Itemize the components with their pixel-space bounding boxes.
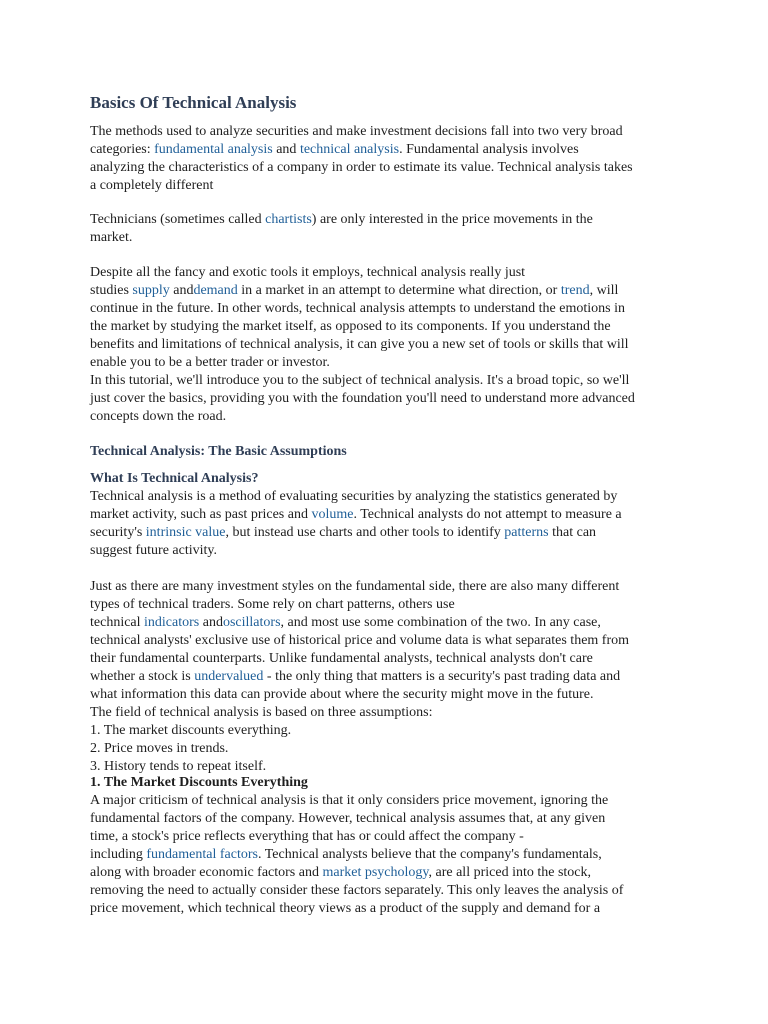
section-heading-what-is (90, 470, 690, 488)
paragraph-line (90, 506, 690, 524)
paragraph-line (90, 846, 690, 864)
paragraph-line: a completely different (90, 178, 214, 193)
paragraph-line: The field of technical analysis is based on three assumptions: (90, 705, 433, 720)
text-run: technical (90, 615, 145, 630)
link-supply[interactable]: supply (132, 283, 170, 298)
paragraph-line: time, a stock's price reflects everything that has or could affect the company - (90, 829, 524, 844)
paragraph-line: what information this data can provide about where the security might move in the future. (90, 687, 594, 702)
paragraph-line: their fundamental counterparts. Unlike fundamental analysts, technical analysts don't care (90, 651, 593, 666)
paragraph-line: continue in the future. In other words, technical analysis attempts to understand the emotions in (90, 301, 625, 316)
paragraph-line (90, 211, 690, 229)
text-run: , and most use some combination of the two. In any case, (280, 615, 601, 630)
paragraph-line: fundamental factors of the company. However, technical analysis assumes that, at any given (90, 811, 606, 826)
paragraph-line: price movement, which technical theory views as a product of the supply and demand for a (90, 901, 601, 916)
text-run: including (90, 847, 147, 862)
paragraph-line: the market by studying the market itself, as opposed to its components. If you understand the (90, 319, 611, 334)
link-undervalued[interactable]: undervalued (194, 669, 264, 684)
text-run: market activity, such as past prices and (90, 507, 312, 522)
link-patterns[interactable]: patterns (504, 525, 549, 540)
paragraph-criticism (90, 792, 690, 918)
paragraph-line (90, 524, 690, 542)
list-item: 2. Price moves in trends. (90, 741, 229, 756)
paragraph-line (90, 668, 690, 686)
link-demand[interactable]: demand (193, 283, 238, 298)
document-title: Basics Of Technical Analysis (90, 93, 297, 112)
paragraph-line: In this tutorial, we'll introduce you to the subject of technical analysis. It's a broad topic, so we'll (90, 373, 630, 388)
text-run: ) are only interested in the price movements in the (311, 212, 593, 227)
paragraph-line: removing the need to actually consider these factors separately. This only leaves the analysis of (90, 883, 624, 898)
text-run: in a market in an attempt to determine what direction, or (237, 283, 561, 298)
paragraph-line: benefits and limitations of technical analysis, it can give you a new set of tools or skills that will (90, 337, 629, 352)
text-run: along with broader economic factors and (90, 865, 323, 880)
link-market-psychology[interactable]: market psychology (322, 865, 429, 880)
list-item: 3. History tends to repeat itself. (90, 759, 267, 774)
text-run: whether a stock is (90, 669, 195, 684)
text-run: , will (589, 283, 619, 298)
text-run: Technicians (sometimes called (90, 212, 266, 227)
link-trend[interactable]: trend (560, 283, 590, 298)
link-fundamental-analysis[interactable]: fundamental analysis (154, 142, 273, 157)
section-heading: What Is Technical Analysis? (90, 471, 259, 486)
text-run: - the only thing that matters is a security's past trading data and (263, 669, 621, 684)
section-heading-assumptions (90, 443, 690, 461)
text-run: that can (548, 525, 597, 540)
text-run: , are all priced into the stock, (428, 865, 591, 880)
list-item: 1. The market discounts everything. (90, 723, 292, 738)
paragraph-line: Despite all the fancy and exotic tools it employs, technical analysis really just (90, 265, 526, 280)
text-run: studies (90, 283, 133, 298)
paragraph-definition (90, 488, 690, 560)
paragraph-line: Just as there are many investment styles on the fundamental side, there are also many different (90, 579, 620, 594)
text-run: , but instead use charts and other tools to identify (225, 525, 505, 540)
paragraph-line: enable you to be a better trader or investor. (90, 355, 330, 370)
paragraph-line (90, 141, 690, 159)
paragraph-line: The methods used to analyze securities and make investment decisions fall into two very broad (90, 124, 623, 139)
paragraph-line: analyzing the characteristics of a company in order to estimate its value. Technical analysis takes (90, 160, 633, 175)
paragraph-line: types of technical traders. Some rely on chart patterns, others use (90, 597, 455, 612)
text-run: security's (90, 525, 146, 540)
paragraph-line: Technical analysis is a method of evaluating securities by analyzing the statistics generated by (90, 489, 618, 504)
paragraph-intro (90, 123, 690, 195)
link-intrinsic-value[interactable]: intrinsic value (145, 525, 226, 540)
paragraph-styles (90, 578, 690, 776)
section-heading-market-discounts (90, 774, 690, 792)
paragraph-line: market. (90, 230, 133, 245)
link-indicators[interactable]: indicators (144, 615, 200, 630)
paragraph-line (90, 282, 690, 300)
section-heading: 1. The Market Discounts Everything (90, 775, 308, 790)
text-run: . Technical analysts believe that the company's fundamentals, (257, 847, 602, 862)
paragraph-line: technical analysts' exclusive use of historical price and volume data is what separates them from (90, 633, 630, 648)
paragraph-line (90, 614, 690, 632)
text-run: and (272, 142, 300, 157)
link-oscillators[interactable]: oscillators (222, 615, 281, 630)
paragraph-despite (90, 264, 690, 426)
text-run: . Fundamental analysis involves (399, 142, 579, 157)
paragraph-line: A major criticism of technical analysis is that it only considers price movement, ignoring the (90, 793, 609, 808)
text-run: and (199, 615, 223, 630)
text-run: . Technical analysts do not attempt to measure a (353, 507, 622, 522)
link-technical-analysis[interactable]: technical analysis (299, 142, 400, 157)
paragraph-line: suggest future activity. (90, 543, 218, 558)
paragraph-line: concepts down the road. (90, 409, 227, 424)
link-fundamental-factors[interactable]: fundamental factors (146, 847, 258, 862)
link-volume[interactable]: volume (311, 507, 354, 522)
text-run: and (169, 283, 194, 298)
paragraph-line: just cover the basics, providing you with the foundation you'll need to understand more advanced (90, 391, 635, 406)
link-chartists[interactable]: chartists (265, 212, 312, 227)
section-heading: Technical Analysis: The Basic Assumptions (90, 444, 347, 459)
text-run: categories: (90, 142, 155, 157)
paragraph-line (90, 864, 690, 882)
paragraph-technicians (90, 211, 690, 247)
